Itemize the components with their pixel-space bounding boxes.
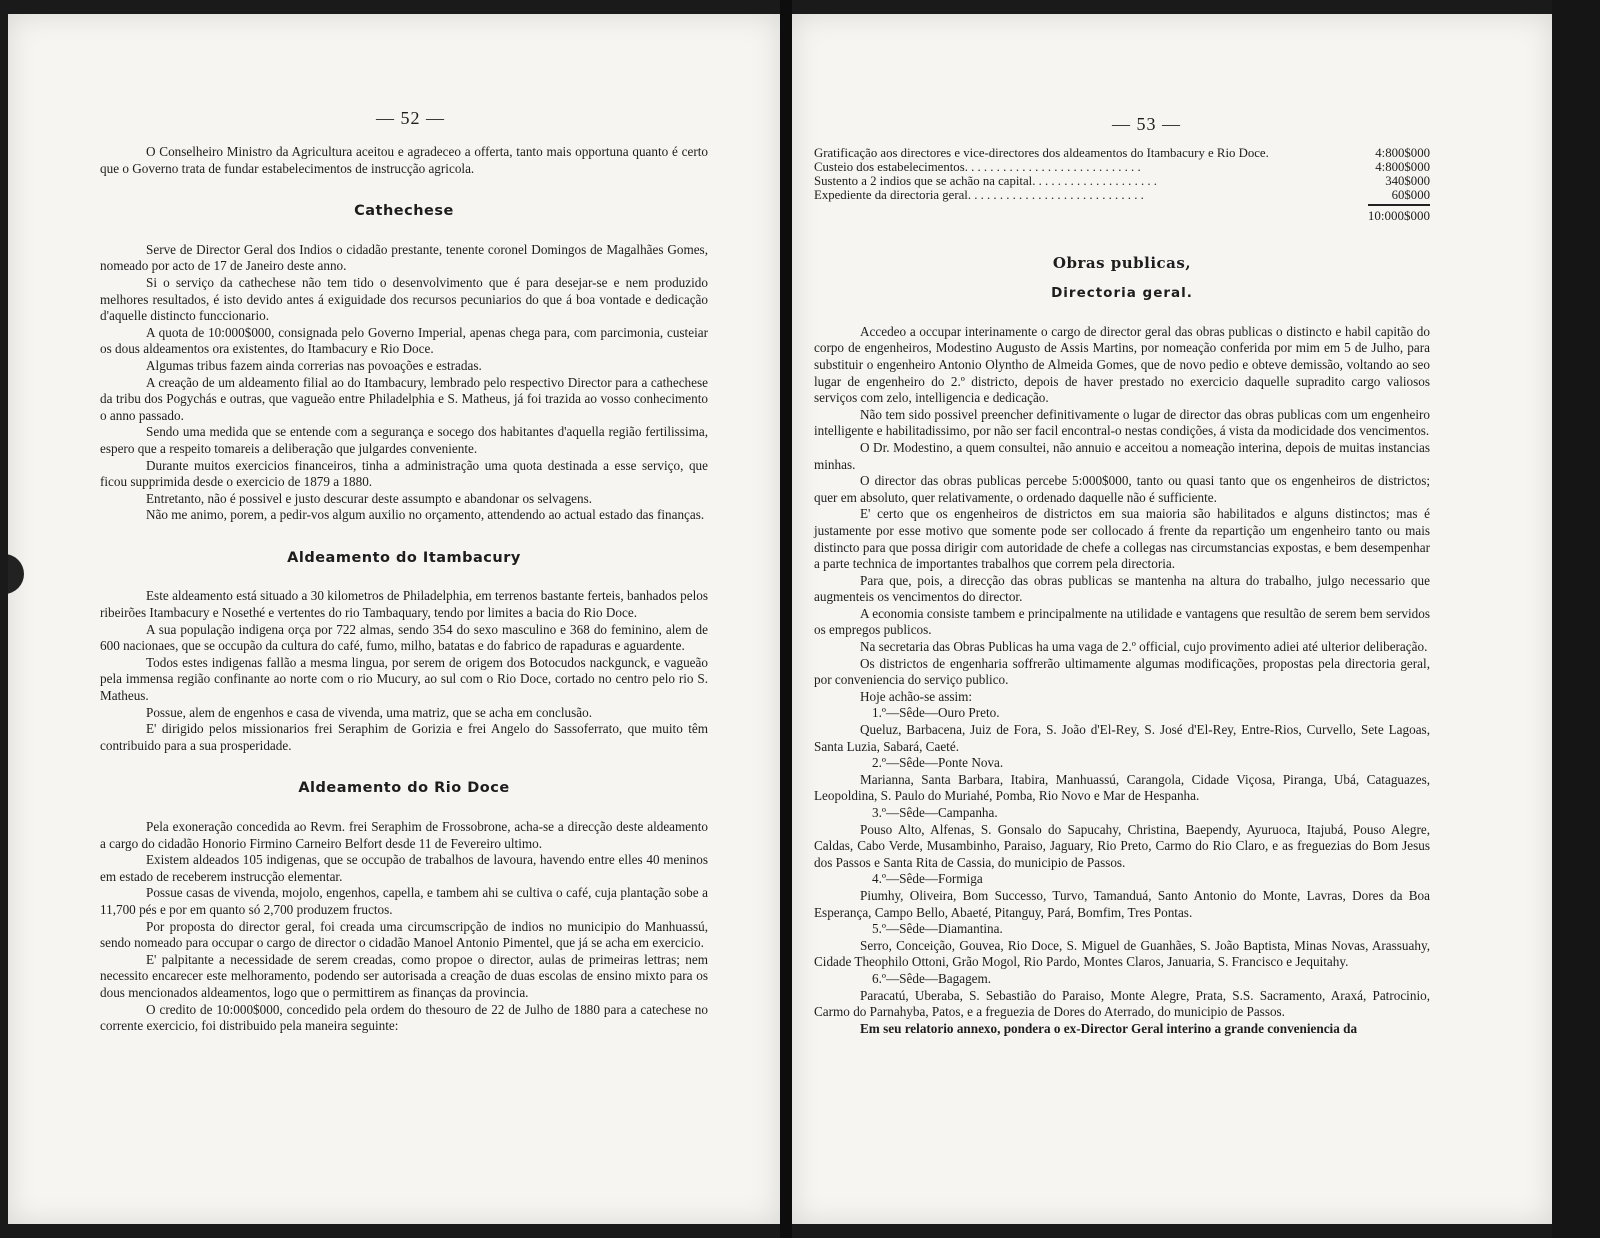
paragraph: Não tem sido possivel preencher definitivamente o lugar de director das obras publicas com um engenheiro intelligente e habilitadissimo, por não ser facil encontral-o nestas condições, á vista da modicidade dos vencimentos. <box>814 406 1430 439</box>
left-column <box>100 144 708 1035</box>
district-body: Marianna, Santa Barbara, Itabira, Manhuassú, Carangola, Cidade Viçosa, Piranga, Ubá, Cataguazes, Leopoldina, S. Paulo do Muriahé, Pomba, Rio Novo e Mar de Hespanha. <box>814 771 1430 804</box>
closing-paragraph: Em seu relatorio annexo, pondera o ex-Director Geral interino a grande conveniencia da <box>860 1020 1358 1036</box>
intro-paragraph: O Conselheiro Ministro da Agricultura aceitou e agradeceo a offerta, tanto mais opportuna quanto é certo que o Governo trata de fundar estabelecimentos de instrucção agricola. <box>100 144 708 176</box>
section-heading-directoria-geral: Directoria geral. <box>1051 285 1193 302</box>
district-heading: 3.º—Sêde—Campanha. <box>872 805 998 820</box>
paragraph: A economia consiste tambem e principalmente na utilidade e vantagens que resultão de serem bem servidos os empregos publicos. <box>814 605 1430 638</box>
paragraph: Entretanto, não é possivel e justo descurar deste assumpto e abandonar os selvagens. <box>146 490 593 506</box>
district-heading: 6.º—Sêde—Bagagem. <box>872 970 992 986</box>
paragraph: Accedeo a occupar interinamente o cargo de director geral das obras publicas o distincto e habil capitão do corpo de engenheiros, Modestino Augusto de Assis Martins, por nomeação conferida por mim em 5 de Julho, para substituir o engenheiro Antonio Olyntho de Almeida Gomes, que de novo pedio e obteve demissão, voltando ao seo lugar de engenheiro do 2.º districto, depois de haver prestado no exercicio daquelle supradito cargo valiosos serviços com zelo, intelligencia e dedicação. <box>814 323 1430 406</box>
expense-value: 340$000 <box>1385 174 1430 188</box>
paragraph: Sendo uma medida que se entende com a segurança e socego dos habitantes d'aquella região fertilissima, espero que a respeito tomareis a deliberação que julgardes conveniente. <box>100 424 708 456</box>
paragraph: Pela exoneração concedida ao Revm. frei Seraphim de Frossobrone, acha-se a direcção deste aldeamento a cargo do cidadão Honorio Firmino Carneiro Belfort desde 11 de Fevereiro ultimo. <box>100 819 708 851</box>
paragraph: Possue casas de vivenda, mojolo, engenhos, capella, e tambem ahi se cultiva o café, cuja plantação sobe a 11,700 pés e por em quanto só 2,700 produzem fructos. <box>100 885 708 917</box>
book-gutter <box>780 0 792 1238</box>
paragraph: O director das obras publicas percebe 5:000$000, tanto ou quasi tanto que os engenheiros de districtos; quer em absoluto, quer relativamente, o ordenado daquelle não é sufficiente. <box>814 473 1430 505</box>
paragraph: Os districtos de engenharia soffrerão ultimamente algumas modificações, propostas pela directoria geral, por conveniencia do serviço publico. <box>814 655 1430 688</box>
paragraph: Por proposta do director geral, foi creada uma circumscripção de indios no municipio do Manhuassú, sendo nomeado para occupar o cargo de director o cidadão Manoel Antonio Pimentel, que já se acha em exercicio. <box>100 918 708 951</box>
expense-row <box>814 174 1430 188</box>
paragraph: Possue, alem de engenhos e casa de vivenda, uma matriz, que se acha em conclusão. <box>146 704 593 720</box>
district-body: Piumhy, Oliveira, Bom Successo, Turvo, Tamanduá, Santo Antonio do Monte, Lavras, Dores da Boa Esperança, Campo Bello, Abaeté, Pitanguy, Pará, Bomfim, Tres Pontas. <box>814 887 1430 920</box>
right-column <box>814 146 1430 1037</box>
expense-value: 4:800$000 <box>1375 146 1430 160</box>
district-body: Pouso Alto, Alfenas, S. Gonsalo do Sapucahy, Christina, Baependy, Ayuruoca, Itajubá, Pouso Alegre, Caldas, Cabo Verde, Musambinho, Paraiso, Jaguary, Rio Preto, Carmo do Rio Claro, e as freguezias do Bom Jesus dos Passos e Santa Rita de Cassia, do municipio de Passos. <box>814 821 1430 870</box>
paragraph: E' dirigido pelos missionarios frei Seraphim de Gorizia e frei Angelo do Sassoferrato, que muito têm contribuido para a sua prosperidade. <box>100 721 708 753</box>
expense-value: 4:800$000 <box>1375 160 1430 174</box>
paragraph: E' certo que os engenheiros de districtos em sua maioria são habilitados e alguns distinctos; mas é justamente por esse motivo que somente pode ser collocado á frente da repartição um engenheiro tanto ou mais distincto para que possa dirigir com autoridade de chefe a collegas nas circumstancias expostas, e bem desempenhar a parte technica de importantes trabalhos que correm pela directoria. <box>814 506 1430 572</box>
district-heading: 5.º—Sêde—Diamantina. <box>872 921 1003 937</box>
district-body: Queluz, Barbacena, Juiz de Fora, S. João d'El-Rey, S. José d'El-Rey, Entre-Rios, Curvello, Sete Lagoas, Santa Luzia, Sabará, Caeté. <box>814 722 1430 754</box>
expense-label: Custeio dos estabelecimentos. . . . . . . . . . . . . . . . . . . . . . . . . . . . <box>814 160 1141 174</box>
paragraph: O Dr. Modestino, a quem consultei, não annuio e acceitou a nomeação interina, depois de muitas instancias minhas. <box>814 439 1430 472</box>
expense-label: Gratificação aos directores e vice-directores dos aldeamentos do Itambacury e Rio Doce. <box>814 146 1269 160</box>
paragraph: Algumas tribus fazem ainda correrias nas povoações e estradas. <box>146 357 482 373</box>
page-number: — 53 — <box>1112 114 1181 134</box>
expense-table <box>814 146 1430 202</box>
section-heading-obras-publicas: Obras publicas, <box>1052 253 1192 272</box>
paragraph: E' palpitante a necessidade de serem creadas, como propoe o director, aulas de primeiras lettras; nem necessito encarecer este melhoramento, podendo ser autorisada a creação de duas escolas de ensino mixto para os dous mencionados aldeamentos, logo que o permittirem as finanças da provincia. <box>100 951 708 1000</box>
district-body: Paracatú, Uberaba, S. Sebastião do Paraiso, Monte Alegre, Prata, S.S. Sacramento, Araxá, Patrocinio, Carmo do Parnahyba, Patos, e a freguezia de Dores do Aterrado, do municipio de Passos. <box>814 987 1430 1020</box>
paragraph: Existem aldeados 105 indigenas, que se occupão de trabalhos de lavoura, havendo entre elles 40 meninos em estado de receberem instrucção elementar. <box>100 852 708 884</box>
expense-value: 60$000 <box>1391 188 1430 202</box>
expense-row <box>814 188 1430 202</box>
binding-clip <box>8 554 24 594</box>
district-heading: 2.º—Sêde—Ponte Nova. <box>872 755 1004 771</box>
paragraph: Na secretaria das Obras Publicas ha uma vaga de 2.º official, cujo provimento adiei até ulterior deliberação. <box>860 639 1428 655</box>
expense-label: Expediente da directoria geral. . . . . . . . . . . . . . . . . . . . . . . . . . . . <box>814 188 1144 202</box>
paragraph: Não me animo, porem, a pedir-vos algum auxilio no orçamento, attendendo ao actual estado das finanças. <box>146 507 705 523</box>
paragraph: Serve de Director Geral dos Indios o cidadão prestante, tenente coronel Domingos de Magalhães Gomes, nomeado por acto de 17 de Janeiro deste anno. <box>100 241 708 274</box>
paragraph: Este aldeamento está situado a 30 kilometros de Philadelphia, em terrenos bastante ferteis, banhados pelos ribeirões Itambacury e Nosethé e vertentes do rio Tambaquary, tendo por limites a bacia do Rio Doce. <box>100 588 708 621</box>
paragraph: Si o serviço da cathechese não tem tido o desenvolvimento que é para desejar-se e nem produzido melhores resultados, é isto devido antes á exiguidade dos recursos pecuniarios do que á boa vontade e dedicação d'aquelle distincto funccionario. <box>100 274 708 324</box>
expense-total-row <box>814 204 1430 225</box>
paragraph: Hoje achão-se assim: <box>860 688 973 704</box>
section-heading-cathechese: Cathechese <box>354 203 454 220</box>
book-edge <box>1552 0 1600 1238</box>
expense-row <box>814 160 1430 174</box>
page-number: — 52 — <box>376 108 445 128</box>
paragraph: Para que, pois, a direcção das obras publicas se mantenha na altura do trabalho, julgo necessario que augmenteis os vencimentos do director. <box>814 572 1430 605</box>
district-body: Serro, Conceição, Gouvea, Rio Doce, S. Miguel de Guanhães, S. João Baptista, Minas Novas, Arassuahy, Cidade Theophilo Ottoni, Grão Mogol, Rio Pardo, Montes Claros, Januaria, S. Francisco e Jequitahy. <box>814 937 1430 970</box>
paragraph: A quota de 10:000$000, consignada pelo Governo Imperial, apenas chega para, com parcimonia, custeiar os dous aldeamentos ora existentes, do Itambacury e Rio Doce. <box>100 324 708 357</box>
expense-row <box>814 146 1430 160</box>
paragraph: A creação de um aldeamento filial ao do Itambacury, lembrado pelo respectivo Director para a cathechese da tribu dos Pogychás e outras, que vagueão entre Philadelphia e S. Matheus, já foi trazida ao vosso conhecimento o anno passado. <box>100 374 708 423</box>
paragraph: Durante muitos exercicios financeiros, tinha a administração uma quota destinada a esse serviço, que ficou supprimida desde o exercicio de 1879 a 1880. <box>100 457 708 490</box>
section-heading-rio-doce: Aldeamento do Rio Doce <box>298 780 510 797</box>
paragraph: Todos estes indigenas fallão a mesma lingua, por serem de origem dos Botocudos nackgunck, e vagueão pela immensa região confinante ao norte com o rio Mucury, ao sul com o Rio Doce, cortado no centro pelo rio S. Matheus. <box>100 654 708 704</box>
district-heading: 4.º—Sêde—Formiga <box>872 871 983 887</box>
paragraph: A sua população indigena orça por 722 almas, sendo 354 do sexo masculino e 368 do feminino, alem de 600 nacionaes, que se occupão da cultura do café, fumo, milho, batatas e do fabrico de rapaduras e aguardente. <box>100 621 708 654</box>
paragraph: O credito de 10:000$000, concedido pela ordem do thesouro de 22 de Julho de 1880 para a catechese no corrente exercicio, foi distribuido pela maneira seguinte: <box>100 1001 708 1034</box>
district-heading: 1.º—Sêde—Ouro Preto. <box>872 705 1000 721</box>
section-heading-itambacury: Aldeamento do Itambacury <box>287 549 521 566</box>
left-page <box>8 14 780 1224</box>
right-page <box>792 14 1552 1224</box>
expense-total: 10:000$000 <box>1368 204 1430 225</box>
expense-label: Sustento a 2 indios que se achão na capital. . . . . . . . . . . . . . . . . . . . <box>814 174 1157 188</box>
